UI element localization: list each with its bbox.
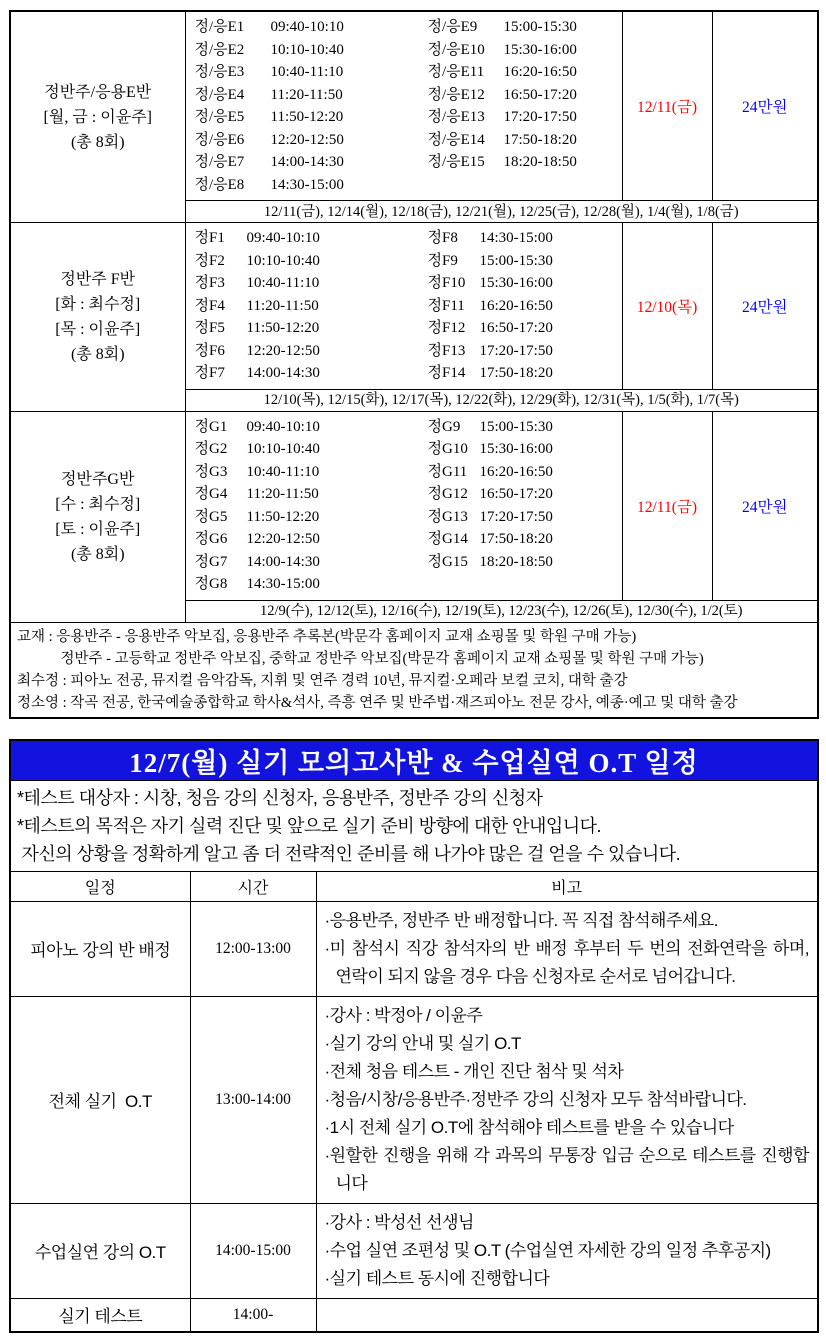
- session-label: 정G13: [427, 508, 468, 525]
- column-header: 일정: [10, 871, 190, 901]
- class-name-line: [수 : 최수정]: [55, 495, 141, 513]
- tuition-price: 24만원: [712, 411, 818, 600]
- event-time: 12:00-13:00: [190, 901, 316, 996]
- session-time: 16:50-17:20: [479, 320, 553, 336]
- session-times: [185, 11, 622, 201]
- session-label: 정F4: [194, 297, 225, 314]
- session-label: 정/응E2: [194, 41, 245, 58]
- event-remarks: [316, 901, 818, 996]
- session-label: 정F1: [194, 230, 225, 246]
- session-entry: [428, 295, 622, 318]
- remark-line: ·청음/시창/응용반주·정반주 강의 신청자 모두 참석바랍니다.: [324, 1089, 747, 1109]
- session-entry: [195, 295, 428, 318]
- session-entry: [195, 16, 428, 39]
- session-entry: [428, 551, 622, 574]
- session-time: 11:20-11:50: [246, 486, 319, 502]
- session-time: 16:50-17:20: [479, 486, 553, 502]
- session-time: 10:10-10:40: [246, 441, 320, 457]
- remark-line: ·실기 강의 안내 및 실기 O.T: [324, 1033, 521, 1053]
- session-entry: [428, 272, 622, 295]
- session-entry: [428, 362, 622, 385]
- session-time: 17:20-17:50: [479, 508, 553, 525]
- session-time: 11:20-11:50: [246, 297, 319, 314]
- class-name-line: (총 8회): [70, 345, 125, 363]
- remark-line: ·원할한 진행을 위해 각 과목의 무통장 입금 순으로 테스트를 진행합니다: [324, 1145, 809, 1193]
- remark-line: ·실기 테스트 동시에 진행합니다: [324, 1268, 550, 1288]
- session-time: 17:20-17:50: [479, 342, 553, 359]
- session-entry: [195, 551, 428, 574]
- session-entry: [195, 317, 428, 340]
- class-name-line: (총 8회): [70, 545, 125, 563]
- session-label: 정/응E12: [427, 86, 485, 103]
- session-time: 11:50-12:20: [246, 508, 320, 525]
- session-label: 정G7: [194, 553, 228, 570]
- session-label: 정F9: [427, 252, 458, 269]
- session-column: [428, 416, 622, 596]
- session-time: 15:00-15:30: [479, 418, 553, 435]
- remark-line: ·응용반주, 정반주 반 배정합니다. 꼭 직접 참석해주세요.: [324, 910, 718, 930]
- session-time: 09:40-10:10: [270, 19, 344, 35]
- class-name: [10, 223, 185, 412]
- session-entry: [195, 151, 428, 174]
- session-entry: [428, 227, 622, 250]
- session-time: 15:00-15:30: [503, 19, 577, 35]
- session-time: 14:30-15:00: [270, 176, 344, 193]
- notes-row: [10, 622, 818, 718]
- event-remarks: [316, 996, 818, 1203]
- class-name-line: 정반주 F반: [60, 270, 136, 288]
- start-date: 12/11(금): [622, 411, 712, 600]
- session-entry: [428, 506, 622, 529]
- event-time: 14:00-: [190, 1298, 316, 1332]
- session-label: 정G4: [194, 486, 228, 502]
- session-label: 정F13: [427, 342, 466, 359]
- class-name-line: (총 8회): [70, 133, 125, 151]
- session-entry: [428, 317, 622, 340]
- session-time: 10:10-10:40: [246, 252, 320, 269]
- class-schedule-table: [9, 10, 819, 719]
- intro-line: 자신의 상황을 정확하게 알고 좀 더 전략적인 준비를 해 나가야 많은 걸 얻을 수 있습니다.: [17, 843, 681, 864]
- session-time: 16:50-17:20: [503, 86, 577, 103]
- session-time: 14:30-15:00: [246, 576, 320, 592]
- session-label: 정/응E15: [427, 154, 485, 170]
- session-entry: [428, 61, 622, 84]
- session-label: 정G2: [194, 441, 228, 457]
- session-label: 정G12: [427, 486, 468, 502]
- session-entry: [195, 340, 428, 363]
- event-name: 피아노 강의 반 배정: [10, 901, 190, 996]
- remark-line: ·1시 전체 실기 O.T에 참석해야 테스트를 받을 수 있습니다: [324, 1117, 734, 1137]
- session-entry: [428, 483, 622, 506]
- session-label: 정/응E11: [427, 64, 485, 80]
- session-entry: [195, 528, 428, 551]
- remark-line: ·강사 : 박성선 선생님: [324, 1212, 474, 1232]
- session-times: [185, 223, 622, 390]
- event-name: 수업실연 강의 O.T: [10, 1203, 190, 1298]
- class-name-line: 정반주G반: [61, 470, 135, 488]
- session-entry: [195, 362, 428, 385]
- session-label: 정/응E10: [427, 41, 485, 58]
- event-name: 실기 테스트: [10, 1298, 190, 1332]
- intro-line: *테스트 대상자 : 시창, 청음 강의 신청자, 응용반주, 정반주 강의 신청자: [17, 787, 543, 808]
- session-columns: [195, 16, 622, 196]
- session-entry: [428, 340, 622, 363]
- session-entry: [195, 39, 428, 62]
- remark-line: ·전체 청음 테스트 - 개인 진단 첨삭 및 석차: [324, 1061, 624, 1081]
- session-time: 15:30-16:00: [479, 441, 553, 457]
- session-label: 정F7: [194, 365, 225, 381]
- session-entry: [195, 106, 428, 129]
- session-entry: [428, 84, 622, 107]
- session-entry: [195, 227, 428, 250]
- session-time: 14:30-15:00: [479, 230, 553, 246]
- session-entry: [195, 84, 428, 107]
- tuition-price: 24만원: [712, 223, 818, 390]
- session-times: [185, 411, 622, 600]
- session-entry: [428, 151, 622, 174]
- session-time: 17:50-18:20: [503, 131, 577, 148]
- session-column: [195, 227, 428, 385]
- ot-header-row: [10, 871, 818, 901]
- session-label: 정F10: [427, 275, 466, 291]
- session-label: 정G5: [194, 508, 228, 525]
- column-header: 비고: [316, 871, 818, 901]
- session-label: 정/응E3: [194, 64, 245, 80]
- session-time: 17:50-18:20: [479, 365, 553, 381]
- session-label: 정F6: [194, 342, 225, 359]
- class-name-line: [화 : 최수정]: [55, 295, 141, 313]
- class-name-line: [토 : 이윤주]: [55, 520, 141, 538]
- class-name-line: 정반주/응용E반: [44, 83, 152, 101]
- session-columns: [195, 416, 622, 596]
- session-label: 정G14: [427, 531, 468, 547]
- ot-event-row: [10, 1203, 818, 1298]
- session-entry: [195, 129, 428, 152]
- session-entry: [195, 573, 428, 596]
- session-column: [428, 16, 622, 196]
- session-time: 12:20-12:50: [270, 131, 344, 148]
- session-column: [195, 16, 428, 196]
- session-label: 정F3: [194, 275, 225, 291]
- session-time: 18:20-18:50: [479, 553, 553, 570]
- session-entry: [428, 16, 622, 39]
- session-label: 정F5: [194, 320, 225, 336]
- session-entry: [195, 174, 428, 197]
- session-dates: 12/11(금), 12/14(월), 12/18(금), 12/21(월), 12/25(금), 12/28(월), 1/4(월), 1/8(금): [185, 201, 818, 223]
- session-time: 09:40-10:10: [246, 230, 320, 246]
- session-label: 정F2: [194, 252, 225, 269]
- session-entry: [195, 416, 428, 439]
- session-time: 16:20-16:50: [479, 463, 553, 480]
- event-remarks: [316, 1298, 818, 1332]
- remark-line: ·미 참석시 직강 참석자의 반 배정 후부터 두 번의 전화연락을 하며, 연락이 되지 않을 경우 다음 신청자로 순서로 넘어갑니다.: [324, 938, 809, 986]
- session-time: 14:00-14:30: [270, 154, 344, 170]
- session-entry: [428, 250, 622, 273]
- session-time: 10:40-11:10: [270, 64, 344, 80]
- session-label: 정/응E5: [194, 109, 245, 125]
- ot-event-row: [10, 901, 818, 996]
- session-label: 정G8: [194, 576, 228, 592]
- session-entry: [195, 506, 428, 529]
- event-remarks: [316, 1203, 818, 1298]
- ot-event-row: [10, 996, 818, 1203]
- note-line: 정소영 : 작곡 전공, 한국예술종합학교 학사&석사, 즉흥 연주 및 반주법·재즈피아노 전문 강사, 예종·예고 및 대학 출강: [17, 694, 738, 711]
- session-time: 15:30-16:00: [503, 41, 577, 58]
- session-label: 정G15: [427, 553, 468, 570]
- session-entry: [195, 272, 428, 295]
- session-label: 정/응E8: [194, 176, 245, 193]
- session-time: 12:20-12:50: [246, 531, 320, 547]
- remark-line: ·강사 : 박정아 / 이윤주: [324, 1005, 483, 1025]
- session-label: 정G11: [427, 463, 468, 480]
- session-entry: [195, 438, 428, 461]
- session-time: 11:20-11:50: [270, 86, 343, 103]
- schedule-notes: [10, 622, 818, 718]
- session-time: 14:00-14:30: [246, 553, 320, 570]
- start-date: 12/11(금): [622, 11, 712, 201]
- session-label: 정/응E4: [194, 86, 245, 103]
- start-date: 12/10(목): [622, 223, 712, 390]
- session-label: 정F14: [427, 365, 466, 381]
- session-column: [195, 416, 428, 596]
- class-name: [10, 411, 185, 622]
- session-entry: [428, 129, 622, 152]
- session-time: 10:10-10:40: [270, 41, 344, 58]
- session-dates: 12/10(목), 12/15(화), 12/17(목), 12/22(화), 12/29(화), 12/31(목), 1/5(화), 1/7(목): [185, 389, 818, 411]
- session-time: 17:50-18:20: [479, 531, 553, 547]
- note-line: 정반주 - 고등학교 정반주 악보집, 중학교 정반주 악보집(박문각 홈페이지 교재 쇼핑몰 및 학원 구매 가능): [17, 650, 704, 667]
- note-line: 교재 : 응용반주 - 응용반주 악보집, 응용반주 추록본(박문각 홈페이지 교재 쇼핑몰 및 학원 구매 가능): [17, 628, 637, 645]
- session-entry: [428, 438, 622, 461]
- ot-event-row: [10, 1298, 818, 1332]
- session-column: [428, 227, 622, 385]
- class-block-row: [10, 11, 818, 201]
- session-label: 정G9: [427, 418, 461, 435]
- session-time: 10:40-11:10: [246, 275, 320, 291]
- session-time: 16:20-16:50: [503, 64, 577, 80]
- session-label: 정/응E14: [427, 131, 485, 148]
- ot-schedule-table: [9, 739, 819, 1334]
- class-block-row: [10, 411, 818, 600]
- ot-section-title: 12/7(월) 실기 모의고사반 & 수업실연 O.T 일정: [10, 740, 818, 781]
- session-time: 12:20-12:50: [246, 342, 320, 359]
- session-time: 09:40-10:10: [246, 418, 320, 435]
- note-line: 최수정 : 피아노 전공, 뮤지컬 음악감독, 지휘 및 연주 경력 10년, 뮤지컬·오페라 보컬 코치, 대학 출강: [17, 672, 628, 689]
- ot-intro-notes: [10, 780, 818, 871]
- session-entry: [195, 461, 428, 484]
- session-entry: [428, 39, 622, 62]
- session-entry: [428, 106, 622, 129]
- session-label: 정F8: [427, 230, 458, 246]
- session-dates: 12/9(수), 12/12(토), 12/16(수), 12/19(토), 12/23(수), 12/26(토), 12/30(수), 1/2(토): [185, 600, 818, 622]
- session-label: 정G3: [194, 463, 228, 480]
- session-time: 15:00-15:30: [479, 252, 553, 269]
- session-time: 15:30-16:00: [479, 275, 553, 291]
- session-time: 17:20-17:50: [503, 109, 577, 125]
- class-name-line: [월, 금 : 이윤주]: [43, 108, 152, 126]
- session-time: 18:20-18:50: [503, 154, 577, 170]
- session-time: 11:50-12:20: [246, 320, 320, 336]
- intro-line: *테스트의 목적은 자기 실력 진단 및 앞으로 실기 준비 방향에 대한 안내입니다.: [17, 815, 602, 836]
- session-time: 11:50-12:20: [270, 109, 344, 125]
- event-time: 13:00-14:00: [190, 996, 316, 1203]
- session-label: 정/응E7: [194, 154, 245, 170]
- remark-line: ·수업 실연 조편성 및 O.T (수업실연 자세한 강의 일정 추후공지): [324, 1240, 771, 1260]
- session-label: 정F12: [427, 320, 466, 336]
- class-name-line: [목 : 이윤주]: [55, 320, 141, 338]
- class-name: [10, 11, 185, 223]
- tuition-price: 24만원: [712, 11, 818, 201]
- session-time: 16:20-16:50: [479, 297, 553, 314]
- session-entry: [195, 250, 428, 273]
- event-name: 전체 실기 O.T: [10, 996, 190, 1203]
- session-columns: [195, 227, 622, 385]
- session-entry: [195, 483, 428, 506]
- session-label: 정G6: [194, 531, 228, 547]
- session-time: 10:40-11:10: [246, 463, 320, 480]
- session-entry: [195, 61, 428, 84]
- session-label: 정/응E6: [194, 131, 245, 148]
- session-label: 정/응E1: [194, 19, 245, 35]
- session-entry: [428, 416, 622, 439]
- session-label: 정G1: [194, 418, 228, 435]
- session-label: 정F11: [427, 297, 465, 314]
- session-entry: [428, 461, 622, 484]
- session-label: 정G10: [427, 441, 468, 457]
- session-label: 정/응E13: [427, 109, 485, 125]
- column-header: 시간: [190, 871, 316, 901]
- class-block-row: [10, 223, 818, 390]
- session-label: 정/응E9: [427, 19, 478, 35]
- session-entry: [428, 528, 622, 551]
- session-time: 14:00-14:30: [246, 365, 320, 381]
- event-time: 14:00-15:00: [190, 1203, 316, 1298]
